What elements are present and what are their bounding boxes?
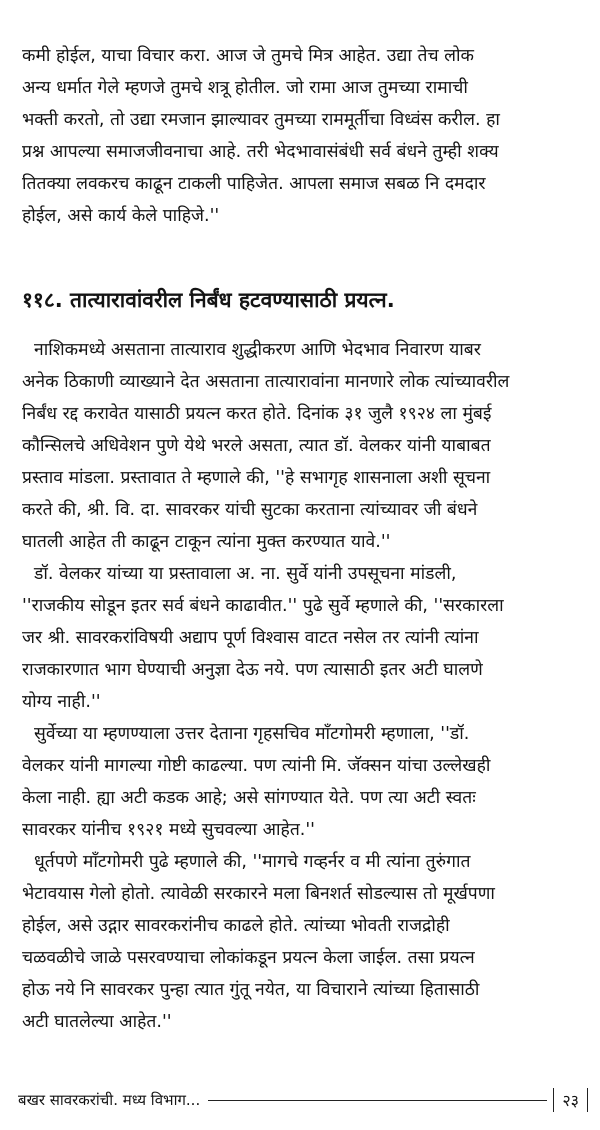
text-line: चळवळीचे जाळे पसरवण्याचा लोकांकडून प्रयत्न केला जाईल. तसा प्रयत्न [22,948,475,968]
text-line: सावरकर यांनीच १९२१ मध्ये सुचवल्या आहेत.'' [22,820,315,840]
top-paragraph [22,40,578,232]
text-line: होईल, असे उद्गार सावरकरांनीच काढले होते. त्यांच्या भोवती राजद्रोही [22,916,450,936]
section-heading: ११८. तात्यारावांवरील निर्बंध हटवण्यासाठी प्रयत्न. [22,288,395,312]
section-body [22,334,578,1038]
text-line: प्रस्ताव मांडला. प्रस्तावात ते म्हणाले की, ''हे सभागृह शासनाला अशी सूचना [22,468,491,488]
text-line: प्रश्न आपल्या समाजजीवनाचा आहे. तरी भेदभावासंबंधी सर्व बंधने तुम्ही शक्य [22,142,499,162]
text-line: धूर्तपणे मॉंटगोमरी पुढे म्हणाले की, ''मागचे गव्हर्नर व मी त्यांना तुरुंगात [34,852,471,872]
text-line: अटी घातलेल्या आहेत.'' [22,1012,172,1032]
footer-rule [208,1100,547,1101]
text-line: अनेक ठिकाणी व्याख्याने देत असताना तात्यारावांना मानणारे लोक त्यांच्यावरील [22,372,510,392]
text-line: होऊ नये नि सावरकर पुन्हा त्यात गुंतू नयेत, या विचाराने त्यांच्या हितासाठी [22,980,480,1000]
text-line: डॉ. वेलकर यांच्या या प्रस्तावाला अ. ना. सुर्वे यांनी उपसूचना मांडली, [34,564,457,584]
text-line: घातली आहेत ती काढून टाकून त्यांना मुक्त करण्यात यावे.'' [22,532,391,552]
text-line: कौन्सिलचे अधिवेशन पुणे येथे भरले असता, त्यात डॉ. वेलकर यांनी याबाबत [22,436,491,456]
page-footer [18,1086,588,1114]
text-line: सुर्वेच्या या म्हणण्याला उत्तर देताना गृहसचिव मॉंटगोमरी म्हणाला, ''डॉ. [34,724,470,744]
text-line: करते की, श्री. वि. दा. सावरकर यांची सुटका करताना त्यांच्यावर जी बंधने [22,500,478,520]
text-line: योग्य नाही.'' [22,692,101,712]
text-line: केला नाही. ह्या अटी कडक आहे; असे सांगण्यात येते. पण त्या अटी स्वतः [22,788,476,808]
text-line: भेटावयास गेलो होतो. त्यावेळी सरकारने मला बिनशर्त सोडल्यास तो मूर्खपणा [22,884,495,904]
text-line: कमी होईल, याचा विचार करा. आज जे तुमचे मित्र आहेत. उद्या तेच लोक [22,46,474,66]
text-line: वेलकर यांनी मागल्या गोष्टी काढल्या. पण त्यांनी मि. जॅक्सन यांचा उल्लेखही [22,756,491,776]
footer-divider [587,1088,588,1112]
text-line: ''राजकीय सोडून इतर सर्व बंधने काढावीत.'' पुढे सुर्वे म्हणाले की, ''सरकारला [22,596,504,616]
text-line: तितक्या लवकरच काढून टाकली पाहिजेत. आपला समाज सबळ नि दमदार [22,174,486,194]
text-line: राजकारणात भाग घेण्याची अनुज्ञा देऊ नये. पण त्यासाठी इतर अटी घालणे [22,660,483,680]
running-title: बखर सावरकरांची. मध्य विभाग... [18,1091,201,1109]
text-line: अन्य धर्मात गेले म्हणजे तुमचे शत्रू होतील. जो रामा आज तुमच्या रामाची [22,78,468,98]
page-number: २३ [562,1091,579,1110]
text-line: जर श्री. सावरकरांविषयी अद्याप पूर्ण विश्वास वाटत नसेल तर त्यांनी त्यांना [22,628,479,648]
text-line: नाशिकमध्ये असताना तात्याराव शुद्धीकरण आणि भेदभाव निवारण याबर [34,340,481,360]
text-line: होईल, असे कार्य केले पाहिजे.'' [22,206,220,226]
text-line: भक्ती करतो, तो उद्या रमजान झाल्यावर तुमच्या राममूर्तीचा विध्वंस करील. हा [22,110,500,130]
text-line: निर्बंध रद्द करावेत यासाठी प्रयत्न करत होते. दिनांक ३१ जुलै १९२४ ला मुंबई [22,404,492,424]
